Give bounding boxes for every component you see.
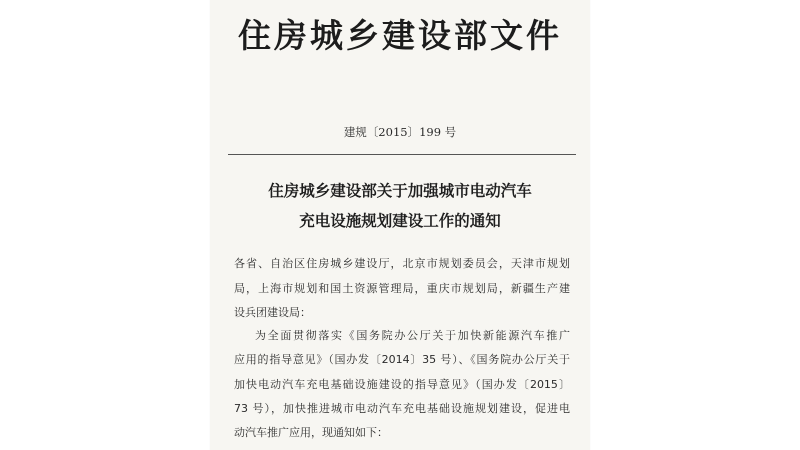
body-line-1: 为全面贯彻落实《国务院办公厅关于加快新能源汽车推广 (255, 329, 570, 342)
addressee-line-1: 各省、自治区住房城乡建设厅，北京市规划委员会，天津市规划 (234, 257, 570, 270)
body-line-2: 应用的指导意见》（国办发〔2014〕35 号）、《国务院办公厅关于 (234, 353, 570, 366)
notice-title-line-1: 住房城乡建设部关于加强城市电动汽车 (268, 182, 532, 200)
notice-title-line-2: 充电设施规划建设工作的通知 (299, 212, 501, 230)
addressee-line-3: 设兵团建设局： (234, 306, 311, 319)
body-line-5: 动汽车推广应用，现通知如下： (234, 426, 388, 439)
body-line-4: 73 号），加快推进城市电动汽车充电基础设施规划建设，促进电 (234, 402, 570, 415)
addressee-line-2: 局，上海市规划和国土资源管理局，重庆市规划局，新疆生产建 (234, 282, 570, 295)
issuer-header: 住房城乡建设部文件 (238, 16, 562, 55)
header-divider (228, 154, 576, 155)
document-number: 建规〔2015〕199 号 (343, 125, 457, 139)
body-line-3: 加快电动汽车充电基础设施建设的指导意见》（国办发〔2015〕 (234, 378, 570, 391)
